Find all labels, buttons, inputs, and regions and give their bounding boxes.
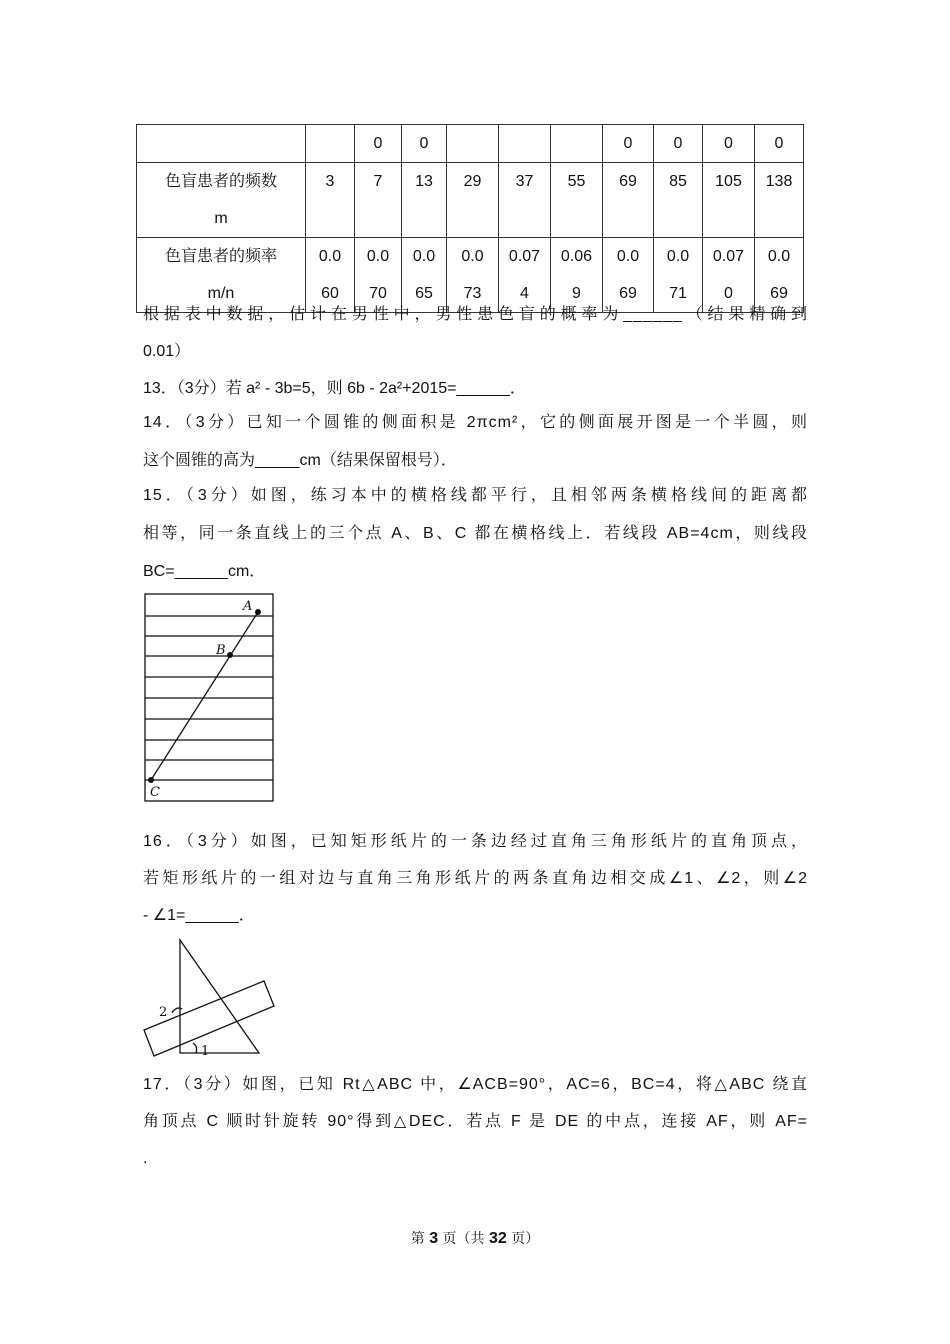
cell-line: 0 — [724, 285, 733, 302]
table-cell: 13 — [402, 163, 447, 238]
table-row — [137, 163, 804, 238]
question-12-line-2: 0.01） — [143, 343, 191, 360]
table-cell: 7 — [355, 163, 402, 238]
page-total: 32 — [489, 1230, 507, 1247]
row-header-line: m — [214, 210, 228, 227]
question-16-line-2: 若矩形纸片的一组对边与直角三角形纸片的两条直角边相交成∠1、∠2，则∠2 — [143, 870, 808, 887]
cell-line: 0.0 — [318, 248, 342, 265]
question-14-line-2: 这个圆锥的高为_____cm（结果保留根号）． — [143, 452, 457, 469]
question-13: 13．（3分）若 a² ‑ 3b=5，则 6b ‑ 2a²+2015=______． — [143, 380, 526, 397]
question-15-line-1: 15．（3分）如图，练习本中的横格线都平行，且相邻两条横格线间的距离都 — [143, 487, 808, 504]
angle-1-label: 1 — [201, 1044, 210, 1059]
table-cell: 69 — [603, 163, 654, 238]
cell-line: 69 — [770, 285, 788, 302]
cell-line: 0.07 — [712, 248, 745, 265]
table-cell: 0 — [402, 125, 447, 163]
row-header — [137, 163, 306, 238]
cell-line: 70 — [369, 285, 387, 302]
cell-line: 9 — [572, 285, 581, 302]
table-cell — [551, 125, 603, 163]
table-cell: 138 — [755, 163, 804, 238]
table-cell: 0 — [755, 125, 804, 163]
cell-line: 73 — [463, 285, 482, 302]
question-17-line-3: . — [143, 1150, 148, 1167]
table-cell — [306, 125, 355, 163]
table-cell: 0 — [603, 125, 654, 163]
point-c — [148, 777, 154, 783]
cell-line: 69 — [619, 285, 637, 302]
page-number: 3 — [429, 1230, 439, 1247]
cell-line: 0.06 — [560, 248, 593, 265]
question-15-line-2: 相等，同一条直线上的三个点 A、B、C 都在横格线上．若线段 AB=4cm，则线段 — [143, 525, 808, 542]
notebook-lines-figure — [143, 592, 277, 804]
question-16-line-3: ‑ ∠1=______． — [143, 907, 255, 924]
question-14-line-1: 14．（3分）已知一个圆锥的侧面积是 2πcm²，它的侧面展开图是一个半圆，则 — [143, 414, 808, 431]
table-cell: 55 — [551, 163, 603, 238]
label-b: B — [216, 643, 226, 658]
question-17-line-2: 角顶点 C 顺时针旋转 90°得到△DEC．若点 F 是 DE 的中点，连接 AF，则 AF= — [143, 1113, 808, 1130]
footer-suffix: 页） — [511, 1231, 540, 1247]
row-header-line: m/n — [207, 285, 235, 302]
point-a — [255, 609, 261, 615]
cell-line: 0.0 — [366, 248, 390, 265]
table-cell: 85 — [654, 163, 703, 238]
cell-line: 71 — [669, 285, 687, 302]
table-cell: 37 — [499, 163, 551, 238]
question-17-line-1: 17．（3分）如图，已知 Rt△ABC 中，∠ACB=90°，AC=6，BC=4，将△ABC 绕直 — [143, 1076, 808, 1093]
table-row — [137, 125, 804, 163]
cell-line: 4 — [520, 285, 529, 302]
label-a: A — [243, 599, 253, 614]
row-header-line: 色盲患者的频数 — [164, 173, 277, 190]
question-15-line-3: BC=______cm． — [143, 563, 266, 580]
cell-line: 0.0 — [616, 248, 640, 265]
page-footer — [0, 1228, 950, 1248]
table-cell: 0 — [703, 125, 755, 163]
point-b — [227, 652, 233, 658]
table-cell: 0 — [355, 125, 402, 163]
question-12-line-1: 根据表中数据，估计在男性中，男性患色盲的概率为______（结果精确到 — [143, 306, 808, 323]
table-cell — [499, 125, 551, 163]
frequency-table — [136, 124, 804, 313]
cell-line: 0.0 — [412, 248, 436, 265]
triangle-rectangle-figure — [140, 936, 280, 1062]
cell-line: 60 — [321, 285, 339, 302]
table-cell: 105 — [703, 163, 755, 238]
table-cell: 0 — [654, 125, 703, 163]
angle-2-label: 2 — [159, 1005, 168, 1020]
question-16-line-1: 16．（3分）如图，已知矩形纸片的一条边经过直角三角形纸片的直角顶点， — [143, 833, 808, 850]
cell-line: 0.0 — [767, 248, 791, 265]
table-cell: 3 — [306, 163, 355, 238]
cell-line: 65 — [415, 285, 433, 302]
row-header-line: 色盲患者的频率 — [164, 248, 277, 265]
table-cell — [137, 125, 306, 163]
cell-line: 0.0 — [461, 248, 484, 265]
cell-line: 0.0 — [666, 248, 690, 265]
cell-line: 0.07 — [508, 248, 541, 265]
label-c: C — [150, 785, 160, 800]
table-cell: 29 — [447, 163, 499, 238]
footer-prefix: 第 — [410, 1231, 425, 1247]
table-cell — [447, 125, 499, 163]
footer-middle: 页（共 — [442, 1231, 485, 1247]
